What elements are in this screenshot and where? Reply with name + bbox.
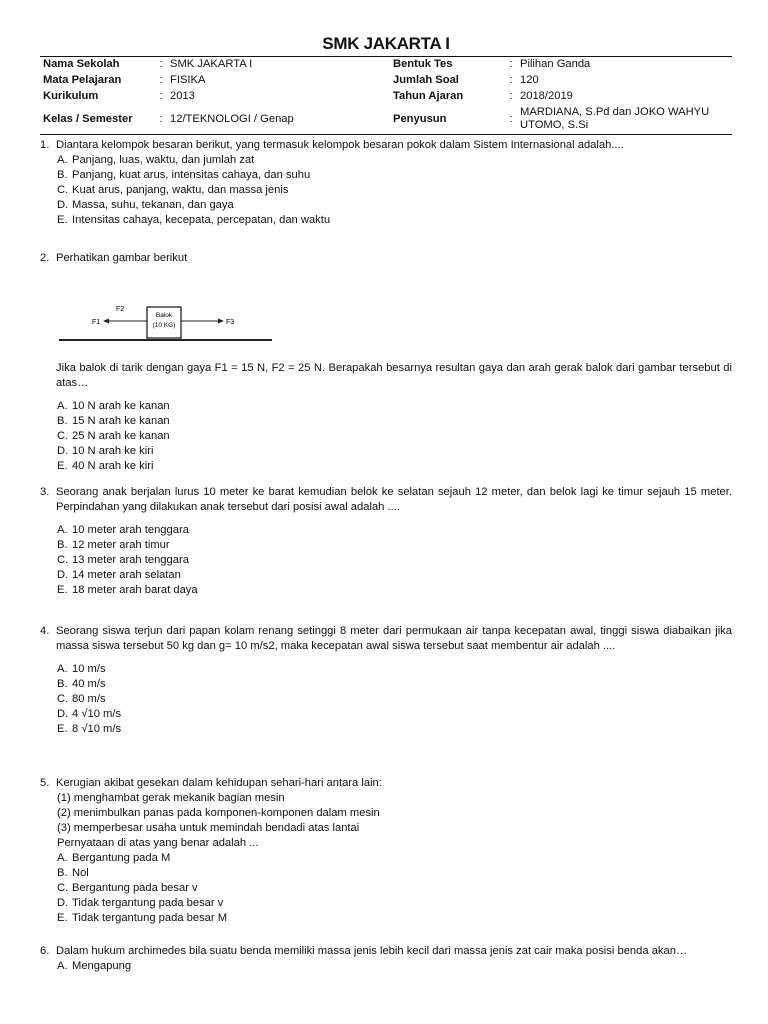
header-colon: : — [159, 74, 163, 86]
arrow-head-left-icon — [103, 319, 109, 324]
question-stem: Seorang anak berjalan lurus 10 meter ke barat kemudian belok ke selatan sejauh 12 meter, dan belok lagi ke timur sejauh 15 meter. Perpindahan yang dilakukan anak tersebut dari posisi awal adalah .... — [56, 486, 732, 513]
header-colon: : — [509, 74, 513, 86]
option-b — [57, 538, 732, 553]
header-value: 2013 — [170, 90, 195, 102]
header-label: Tahun Ajaran — [393, 90, 464, 102]
header-label: Bentuk Tes — [393, 58, 453, 71]
option-key: E. — [57, 214, 68, 226]
option-text: Nol — [72, 867, 89, 879]
option-c — [57, 429, 732, 444]
option-d — [57, 198, 732, 213]
option-a — [57, 851, 732, 866]
statement: (2) menimbulkan panas pada komponen-komponen dalam mesin — [57, 807, 380, 819]
force-label-f2: F2 — [116, 306, 125, 313]
header-value: Pilihan Ganda — [520, 58, 591, 71]
header-row — [40, 105, 732, 135]
option-a — [57, 399, 732, 414]
option-text: Mengapung — [72, 960, 132, 972]
question-number: 1. — [40, 139, 50, 151]
question-6 — [40, 944, 732, 974]
option-key: E. — [57, 723, 68, 735]
option-text: Tidak tergantung pada besar v — [72, 897, 224, 909]
header-row — [40, 73, 732, 89]
header-colon: : — [159, 58, 163, 71]
option-d — [57, 707, 732, 722]
header-label: Jumlah Soal — [393, 74, 459, 86]
option-b — [57, 866, 732, 881]
header-value: 120 — [520, 74, 539, 86]
force-label-f3: F3 — [226, 319, 235, 326]
question-stem: Seorang siswa terjun dari papan kolam renang setinggi 8 meter dari permukaan air tanpa kecepatan awal, tinggi siswa diabaikan jika massa siswa tersebut 50 kg dan g= 10 m/s2, maka kecepatan awal siswa tersebut saat membentur air adalah .... — [56, 625, 732, 652]
option-text: 25 N arah ke kanan — [72, 430, 170, 442]
option-key: D. — [57, 445, 69, 457]
arrow-head-right-icon — [218, 319, 224, 324]
option-a — [57, 153, 732, 168]
option-key: E. — [57, 584, 68, 596]
option-key: C. — [57, 693, 69, 705]
question-2 — [40, 251, 732, 474]
option-text: Tidak tergantung pada besar M — [72, 912, 228, 924]
option-text: 18 meter arah barat daya — [72, 584, 198, 596]
option-key: B. — [57, 169, 68, 181]
question-stem: Diantara kelompok besaran berikut, yang termasuk kelompok besaran pokok dalam Sistem Internasional adalah.... — [56, 139, 624, 151]
option-text: Panjang, luas, waktu, dan jumlah zat — [72, 154, 255, 166]
option-text: 40 N arah ke kiri — [72, 460, 154, 472]
header-colon: : — [509, 112, 513, 125]
header-label: Kurikulum — [43, 90, 99, 102]
option-key: A. — [57, 524, 68, 536]
option-text: 12 meter arah timur — [72, 539, 170, 551]
block-label: Balok — [155, 312, 173, 319]
option-key: B. — [57, 678, 68, 690]
question-number: 2. — [40, 252, 50, 264]
header-label: Mata Pelajaran — [43, 74, 122, 86]
option-key: E. — [57, 912, 68, 924]
option-a — [57, 662, 732, 677]
option-text: 10 meter arah tenggara — [72, 524, 189, 536]
option-b — [57, 677, 732, 692]
option-text: 10 N arah ke kiri — [72, 445, 154, 457]
option-key: A. — [57, 852, 68, 864]
option-key: D. — [57, 569, 69, 581]
option-text: 13 meter arah tenggara — [72, 554, 189, 566]
option-c — [57, 553, 732, 568]
option-b — [57, 168, 732, 183]
option-a — [57, 523, 732, 538]
option-key: A. — [57, 400, 68, 412]
option-key: A. — [57, 663, 68, 675]
option-c — [57, 183, 732, 198]
option-e — [57, 583, 732, 598]
page-title: SMK JAKARTA I — [322, 34, 450, 53]
question-1 — [40, 138, 732, 228]
option-key: D. — [57, 708, 69, 720]
option-a — [57, 959, 732, 974]
option-key: A. — [57, 154, 68, 166]
option-e — [57, 213, 732, 228]
question-number: 4. — [40, 625, 50, 637]
statement: (3) memperbesar usaha untuk memindah bendadi atas lantai — [57, 822, 360, 834]
header-colon: : — [159, 112, 163, 125]
header-label: Penyusun — [393, 112, 447, 125]
option-key: C. — [57, 430, 69, 442]
option-e — [57, 459, 732, 474]
question-stem-2: Jika balok di tarik dengan gaya F1 = 15 N, F2 = 25 N. Berapakah besarnya resultan gaya dan arah gerak balok dari gambar tersebut di atas… — [56, 362, 732, 389]
header-value: 2018/2019 — [520, 90, 573, 102]
option-text: Intensitas cahaya, kecepata, percepatan, dan waktu — [72, 214, 331, 226]
option-key: C. — [57, 554, 69, 566]
force-diagram — [59, 284, 279, 344]
option-c — [57, 881, 732, 896]
option-key: B. — [57, 539, 68, 551]
question-4 — [40, 624, 732, 737]
option-key: E. — [57, 460, 68, 472]
option-text: 10 m/s — [72, 663, 106, 675]
question-stem: Perhatikan gambar berikut — [56, 252, 188, 264]
option-text: 4 √10 m/s — [72, 708, 122, 720]
question-number: 3. — [40, 486, 50, 498]
option-text: Massa, suhu, tekanan, dan gaya — [72, 199, 234, 211]
option-text: Bergantung pada besar v — [72, 882, 198, 894]
header-value: 12/TEKNOLOGI / Genap — [170, 112, 294, 125]
header-label: Nama Sekolah — [43, 58, 120, 71]
header-row — [40, 89, 732, 105]
option-text: Bergantung pada M — [72, 852, 171, 864]
option-key: B. — [57, 415, 68, 427]
header-row — [40, 57, 732, 73]
question-5 — [40, 776, 732, 926]
option-e — [57, 722, 732, 737]
block-mass-label: (10 KG) — [152, 322, 176, 329]
option-d — [57, 896, 732, 911]
option-key: D. — [57, 897, 69, 909]
question-stem: Dalam hukum archimedes bila suatu benda memiliki massa jenis lebih kecil dari massa jenis zat cair maka posisi benda akan… — [56, 945, 688, 957]
exam-page — [40, 32, 732, 972]
header-colon: : — [509, 90, 513, 102]
question-3 — [40, 485, 732, 598]
option-key: C. — [57, 882, 69, 894]
header-colon: : — [159, 90, 163, 102]
question-number: 6. — [40, 945, 50, 957]
option-text: 80 m/s — [72, 693, 106, 705]
option-d — [57, 568, 732, 583]
header-colon: : — [509, 58, 513, 71]
option-c — [57, 692, 732, 707]
header-label: Kelas / Semester — [43, 112, 133, 125]
option-key: D. — [57, 199, 69, 211]
option-b — [57, 414, 732, 429]
option-text: Panjang, kuat arus, intensitas cahaya, dan suhu — [72, 169, 311, 181]
header-value: FISIKA — [170, 74, 206, 86]
statement: Pernyataan di atas yang benar adalah ... — [57, 837, 259, 849]
header-table — [40, 56, 732, 135]
option-text: 10 N arah ke kanan — [72, 400, 170, 412]
header-value: MARDIANA, S.Pd dan JOKO WAHYU UTOMO, S.Si — [520, 106, 710, 132]
option-text: 40 m/s — [72, 678, 106, 690]
header-value: SMK JAKARTA I — [170, 58, 253, 71]
option-text: 8 √10 m/s — [72, 723, 122, 735]
question-number: 5. — [40, 777, 50, 789]
option-d — [57, 444, 732, 459]
option-text: Kuat arus, panjang, waktu, dan massa jenis — [72, 184, 289, 196]
question-stem: Kerugian akibat gesekan dalam kehidupan sehari-hari antara lain: — [56, 777, 382, 789]
option-key: A. — [57, 960, 68, 972]
option-key: B. — [57, 867, 68, 879]
option-text: 14 meter arah selatan — [72, 569, 181, 581]
option-text: 15 N arah ke kanan — [72, 415, 170, 427]
option-e — [57, 911, 732, 926]
force-label-f1: F1 — [92, 319, 101, 326]
option-key: C. — [57, 184, 69, 196]
statement: (1) menghambat gerak mekanik bagian mesin — [57, 792, 285, 804]
